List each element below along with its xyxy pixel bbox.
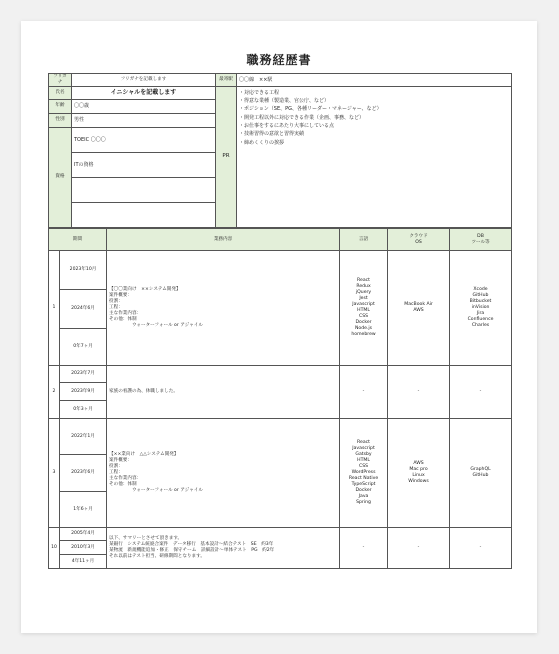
language-item: homebrew [351,331,376,337]
language-item: Docker [355,319,372,325]
job-content[interactable] [107,366,340,419]
content-line: 案件概要： [109,458,132,464]
pr-label: PR [216,86,237,227]
content-line: 以下、サマリーとさせて頂きます。 [109,536,183,542]
job-content[interactable] [107,419,340,528]
tool-item: inVision [471,305,490,311]
qualifications-label: 資格 [49,127,72,227]
header-db-tools [450,229,512,251]
row-number: 10 [49,528,60,569]
station-value[interactable]: 〇〇線 ××駅 [237,74,512,87]
period-duration: 0年3ヶ月 [60,401,107,419]
content-line: 工程： [109,305,123,311]
header-cloud: クラウド [409,233,428,239]
content-line: その他：体制 [109,481,137,487]
pr-line: ・開発工程以外に対応できる作業（企画、事務、など） [239,114,365,121]
language-list[interactable]: - [340,528,388,569]
period-start: 2023年10月 [60,251,107,290]
content-line: 工程： [109,470,123,476]
row-number: 3 [49,419,60,528]
db-tools-list[interactable] [450,251,512,366]
language-item: React [357,440,370,446]
gender-value[interactable]: 男性 [72,113,216,127]
gender-label: 性別 [49,113,72,127]
language-list[interactable]: - [340,366,388,419]
header-cloud-os [388,229,450,251]
content-line: 某銀行 システム統廃合案件 データ移行 基本設計～結合テスト SE 約3年 [109,542,274,548]
header-db: DB [477,233,484,239]
pr-content[interactable] [237,86,512,227]
header-content: 業務内容 [107,229,340,251]
content-line: 役割： [109,299,123,305]
tool-item: Jira [476,310,485,316]
language-item: Spring [356,499,371,505]
language-list[interactable] [340,251,388,366]
cloud-os-list[interactable]: - [388,366,450,419]
pr-line: ・お仕事をするにあたり大事にしている点 [239,122,335,129]
period-duration: 1年6ヶ月 [60,492,107,528]
language-item: Java [358,493,369,499]
language-item: CSS [358,464,369,470]
language-item: HTML [357,458,370,464]
header-os: OS [415,239,422,245]
job-content[interactable] [107,528,340,569]
language-item: Node.js [354,325,373,331]
language-list[interactable] [340,419,388,528]
cloud-item: Linux [412,473,425,478]
language-item: WordPress [351,470,376,476]
pr-line: ・対応できる工程 [239,89,280,96]
content-line: 某物流 新規機能追加・修正 保守チーム 詳細設計～単体テスト PG 約2年 [109,548,275,553]
language-item: Javascript [352,446,375,452]
language-item: Javascript [352,302,375,308]
content-line: 案件概要： [109,293,132,299]
db-tools-list[interactable]: - [450,366,512,419]
profile-table [48,73,512,228]
content-line: 役割： [109,464,123,470]
content-line: 家族の看護の為、休職しました。 [109,389,178,395]
name-label: 氏名 [49,86,72,99]
furigana-label: フリガナ [49,74,72,87]
content-line: 【〇〇業向け ××システム開発】 [109,287,181,293]
cloud-os-list[interactable] [388,419,450,528]
period-end: 2010年3月 [60,541,107,555]
furigana-value[interactable]: フリガナを記載します [72,74,216,87]
db-tools-list[interactable] [450,419,512,528]
period-start: 2005年4月 [60,528,107,541]
qualification-item[interactable]: TOEIC 〇〇〇 [72,127,216,152]
period-duration: 4年11ヶ月 [60,555,107,569]
qualification-item[interactable] [72,177,216,202]
content-line: ウォーターフォール or アジャイル [109,487,203,493]
tool-item: GraphQL [470,467,491,473]
language-item: TypeScript [351,481,376,487]
period-end: 2023年9月 [60,383,107,401]
period-end: 2023年6月 [60,455,107,492]
resume-page [21,21,537,633]
content-line: 主な作業内容： [109,475,142,481]
language-item: Docker [355,487,372,493]
cloud-os-list[interactable]: - [388,528,450,569]
page-title: 職務経歴書 [246,53,312,67]
age-label: 年齢 [49,99,72,113]
row-number: 1 [49,251,60,366]
content-line: その他：体制 [109,316,137,322]
pr-line: ・ポジション（SE、PG、各種リーダー・マネージャー、など） [239,106,382,113]
name-value[interactable]: イニシャルを記載します [72,86,216,99]
cloud-item: Windows [408,478,429,484]
qualification-item[interactable]: ITの資格 [72,152,216,177]
station-label: 最寄駅 [216,74,237,87]
qualification-item[interactable] [72,202,216,227]
language-item: Jest [359,296,368,302]
db-tools-list[interactable]: - [450,528,512,569]
row-number: 2 [49,366,60,419]
pr-line: ・得意な業種（製造業、官公庁、など） [239,98,330,105]
period-start: 2023年7月 [60,366,107,383]
content-line: 主な作業内容： [109,310,142,316]
cloud-os-list[interactable] [388,251,450,366]
pr-line: ・技術習得の意欲と習得実績 [239,131,305,138]
header-tools: ツール等 [471,239,490,245]
period-start: 2022年1月 [60,419,107,455]
tool-item: Charles [471,322,490,328]
language-item: CSS [358,313,369,319]
header-language: 言語 [340,229,388,251]
career-table [48,228,512,569]
language-item: Gatsby [355,452,372,458]
job-content[interactable] [107,251,340,366]
tool-item: Xcode [473,287,488,293]
cloud-item: AWS [413,308,424,313]
content-line: ウォーターフォール or アジャイル [109,322,203,328]
content-line: それ以前はテスト担当、研修期間となります。 [109,553,205,559]
cloud-item: Mac pro [409,467,428,473]
content-line: 【××業向け △△システム開発】 [109,452,179,458]
period-duration: 0年7ヶ月 [60,329,107,366]
age-value[interactable]: 〇〇歳 [72,99,216,113]
pr-line: ・締めくくりの挨拶 [239,139,285,146]
language-item: React [357,278,370,284]
cloud-item: AWS [413,461,424,467]
period-end: 2024年6月 [60,290,107,329]
language-item: React Native [348,475,379,481]
tool-item: GitHub [472,473,489,478]
language-item: Redux [356,284,371,290]
header-period: 期間 [49,229,107,251]
tool-item: Confluence [467,316,494,322]
tool-item: GitHub [472,293,489,299]
language-item: HTML [357,308,370,313]
tool-item: Bitbucket [469,299,492,305]
language-item: jQuery [355,290,372,296]
cloud-item: MacBook Air [404,302,433,308]
